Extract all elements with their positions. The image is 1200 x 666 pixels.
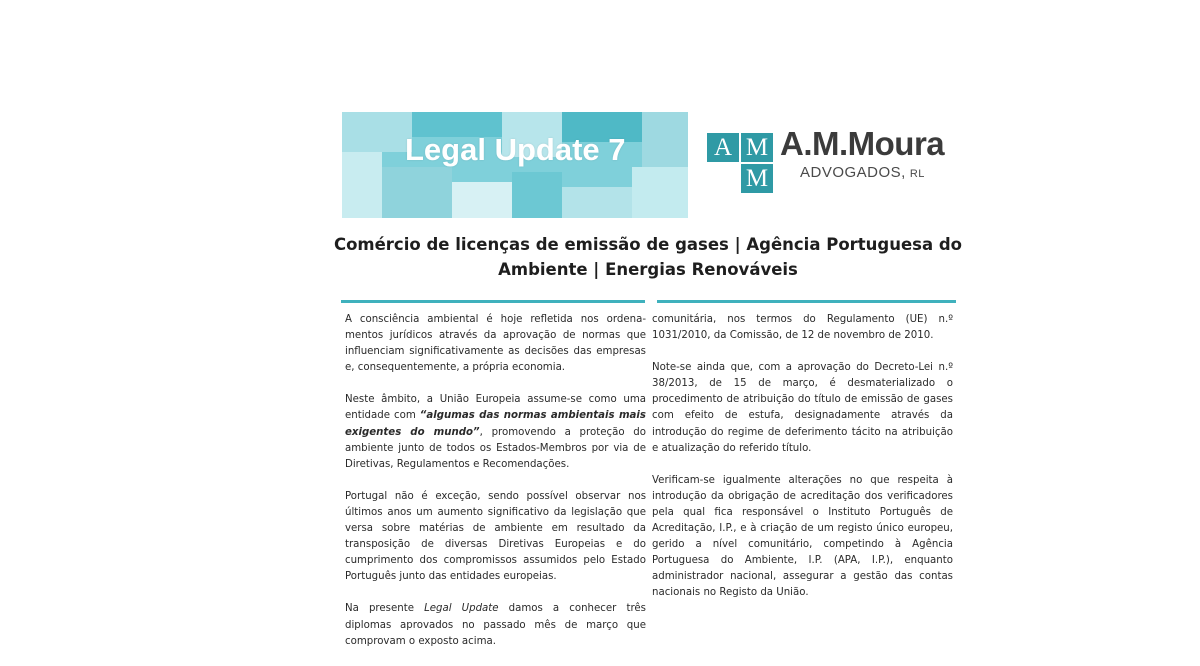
banner-tile (642, 112, 688, 167)
banner-title: Legal Update 7 (405, 132, 626, 167)
paragraph: A consciência ambiental é hoje refletida nos ordena-mentos jurídicos através da aprovação de normas que influenciam significativamente as decisões das empresas e, consequentemente, a própria economia. (345, 314, 646, 374)
paragraph: Portugal não é exceção, sendo possível observar nos últimos anos um aumento significativo da legislação que versa sobre matérias de ambiente em resultado da transposição de diversas Diretivas Europeias e do cumprimento dos compromissos assumidos pelo Estado Português junto das entidades europeias. (345, 490, 646, 583)
banner-tile (452, 182, 512, 218)
banner-tile (382, 167, 452, 218)
column-left (345, 312, 646, 666)
banner-tile (512, 172, 562, 218)
paragraph (345, 392, 646, 472)
text-run: Neste âmbito, a União Europeia assume-se como uma entidade com (345, 394, 646, 422)
paragraph (345, 601, 646, 649)
text-run: Na presente (345, 603, 425, 615)
logo-letter: M (741, 164, 773, 193)
emphasis: Legal Update (424, 603, 499, 615)
firm-name: A.M.Moura (780, 125, 945, 162)
column-divider-right (657, 300, 956, 303)
banner-tile (562, 187, 632, 218)
document-headline: Comércio de licenças de emissão de gases | Agência Portuguesa do Ambiente | Energias Renováveis (333, 235, 963, 279)
logo-letter: M (741, 133, 773, 162)
banner-tile (632, 167, 688, 218)
firm-subtitle (800, 164, 925, 181)
banner-tile (342, 112, 412, 152)
text-run: , promovendo a proteção do ambiente junto de todos os Estados-Membros por via de Diretivas, Regulamentos e Recomendações. (345, 426, 646, 470)
firm-logo-mark (707, 133, 773, 195)
logo-letter: A (707, 133, 739, 162)
firm-suffix: RL (909, 168, 925, 180)
column-right (652, 312, 953, 618)
quote: “algumas das normas ambientais mais exigentes do mundo” (345, 410, 646, 438)
text-run: damos a conhecer três diplomas aprovados no passado mês de março que comprovam o exposto acima. (345, 603, 646, 647)
paragraph: comunitária, nos termos do Regulamento (UE) n.º 1031/2010, da Comissão, de 12 de novembro de 2010. (652, 314, 953, 342)
legal-update-banner (342, 112, 688, 218)
firm-subtitle-text: ADVOGADOS, (800, 164, 906, 181)
banner-tile (342, 152, 382, 218)
column-divider-left (341, 300, 645, 303)
paragraph: Verificam-se igualmente alterações no que respeita à introdução da obrigação de acreditação dos verificadores pela qual fica responsável o Instituto Português de Acreditação, I.P., e à criação de um registo único europeu, gerido a nível comunitário, competindo à Agência Portuguesa do Ambiente, I.P. (APA, I.P.), enquanto administrador nacional, assegurar a gestão das contas nacionais no Registo da União. (652, 474, 953, 599)
paragraph: Note-se ainda que, com a aprovação do Decreto-Lei n.º 38/2013, de 15 de março, é desmaterializado o procedimento de atribuição do título de emissão de gases com efeito de estufa, designadamente através da introdução do regime de deferimento tácito na atribuição e atualização do referido título. (652, 362, 953, 454)
